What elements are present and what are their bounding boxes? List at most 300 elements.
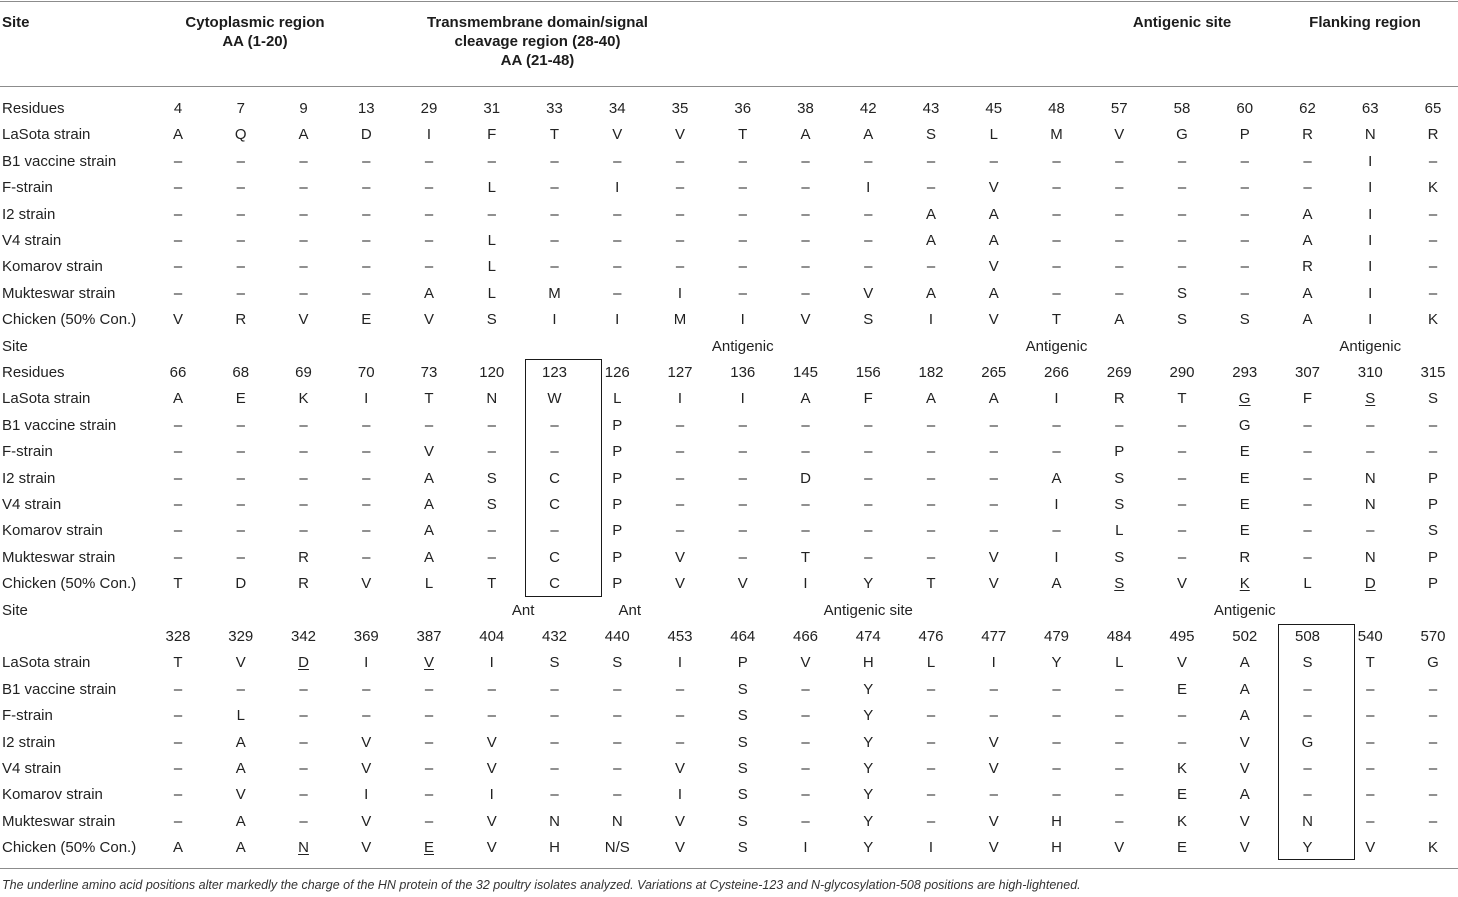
residue-position: 120 bbox=[479, 364, 505, 381]
amino-acid-cell: – bbox=[1115, 258, 1124, 276]
strain-label: Chicken (50% Con.) bbox=[2, 575, 137, 593]
residue-position: 484 bbox=[1106, 628, 1132, 645]
residue-position: 453 bbox=[667, 628, 693, 645]
amino-acid-cell: V bbox=[674, 126, 685, 144]
amino-acid-cell: A bbox=[1051, 469, 1062, 487]
residue-position: 48 bbox=[1048, 100, 1065, 117]
amino-acid-cell: M bbox=[548, 284, 561, 302]
amino-acid-cell: Y bbox=[863, 760, 874, 777]
amino-acid-cell: – bbox=[1303, 152, 1312, 170]
amino-acid-cell: – bbox=[926, 760, 936, 777]
residue-position: 126 bbox=[604, 364, 630, 381]
antigenic-annotation: Antigenic bbox=[1213, 601, 1276, 619]
amino-acid-cell: – bbox=[362, 232, 371, 249]
amino-acid-cell: – bbox=[926, 152, 936, 170]
amino-acid-cell: R bbox=[1302, 258, 1313, 276]
strain-label: I2 strain bbox=[2, 469, 56, 487]
amino-acid-cell: N/S bbox=[604, 839, 630, 857]
amino-acid-cell: – bbox=[738, 443, 747, 461]
amino-acid-cell: – bbox=[926, 469, 936, 487]
amino-acid-cell: – bbox=[1115, 760, 1124, 777]
amino-acid-cell: I bbox=[364, 786, 369, 804]
amino-acid-cell: – bbox=[1052, 680, 1061, 698]
amino-acid-cell: Y bbox=[863, 575, 874, 593]
amino-acid-cell: I bbox=[1368, 284, 1373, 302]
amino-acid-cell: – bbox=[675, 707, 685, 725]
amino-acid-cell: A bbox=[1302, 311, 1313, 329]
amino-acid-cell: P bbox=[612, 548, 623, 566]
amino-acid-cell: T bbox=[1365, 654, 1375, 672]
amino-acid-cell: – bbox=[1177, 179, 1187, 197]
amino-acid-cell: I bbox=[552, 311, 557, 329]
amino-acid-cell: – bbox=[864, 522, 873, 540]
amino-acid-cell: Y bbox=[863, 680, 874, 698]
amino-acid-cell: – bbox=[801, 258, 810, 276]
amino-acid-cell: – bbox=[173, 707, 183, 725]
amino-acid-cell: – bbox=[1177, 496, 1187, 513]
amino-acid-cell: – bbox=[173, 258, 183, 276]
amino-acid-cell: – bbox=[926, 258, 936, 276]
amino-acid-cell: V bbox=[361, 733, 372, 751]
amino-acid-cell: – bbox=[738, 416, 747, 434]
amino-acid-cell: R bbox=[298, 548, 309, 566]
amino-acid-cell: A bbox=[800, 390, 811, 408]
amino-acid-cell: P bbox=[1427, 496, 1438, 513]
amino-acid-cell: V bbox=[423, 443, 434, 461]
amino-acid-cell: – bbox=[299, 416, 308, 434]
amino-acid-cell: – bbox=[173, 232, 183, 249]
amino-acid-cell: – bbox=[173, 496, 183, 513]
amino-acid-cell: V bbox=[800, 311, 811, 329]
amino-acid-cell: – bbox=[1115, 812, 1124, 830]
strain-label: I2 strain bbox=[2, 733, 56, 751]
amino-acid-cell: I bbox=[489, 786, 494, 804]
amino-acid-cell: – bbox=[989, 416, 998, 434]
residue-position: 315 bbox=[1420, 364, 1446, 381]
residue-position: 182 bbox=[918, 364, 944, 381]
amino-acid-cell: – bbox=[801, 232, 810, 249]
amino-acid-cell: V bbox=[737, 575, 748, 593]
amino-acid-cell: – bbox=[299, 205, 308, 223]
amino-acid-cell: – bbox=[236, 548, 245, 566]
amino-acid-cell: – bbox=[675, 179, 685, 197]
amino-acid-cell: – bbox=[1303, 496, 1312, 513]
amino-acid-cell: – bbox=[801, 707, 810, 725]
amino-acid-cell: – bbox=[1428, 232, 1438, 249]
amino-acid-cell: – bbox=[1428, 786, 1438, 804]
amino-acid-cell: C bbox=[549, 496, 560, 513]
amino-acid-cell: – bbox=[424, 680, 434, 698]
amino-acid-cell: L bbox=[926, 654, 936, 672]
amino-acid-cell: K bbox=[298, 390, 309, 408]
amino-acid-cell: – bbox=[550, 707, 559, 725]
amino-acid-cell: A bbox=[925, 205, 936, 223]
amino-acid-cell: A bbox=[172, 839, 183, 857]
amino-acid-cell: – bbox=[362, 179, 371, 197]
amino-acid-cell: – bbox=[1052, 152, 1061, 170]
amino-acid-cell: – bbox=[173, 760, 183, 777]
amino-acid-cell: – bbox=[1052, 416, 1061, 434]
residue-position: 66 bbox=[169, 364, 187, 381]
amino-acid-cell: V bbox=[1176, 654, 1187, 672]
amino-acid-cell: – bbox=[675, 496, 685, 513]
amino-acid-cell: – bbox=[926, 496, 936, 513]
amino-acid-cell: – bbox=[1052, 232, 1061, 249]
amino-acid-cell: – bbox=[550, 786, 559, 804]
amino-acid-cell: V bbox=[486, 733, 497, 751]
amino-acid-cell: A bbox=[1239, 680, 1250, 698]
amino-acid-cell: – bbox=[1177, 548, 1187, 566]
amino-acid-cell: A bbox=[988, 284, 999, 302]
amino-acid-cell: K bbox=[1176, 760, 1187, 777]
amino-acid-cell: – bbox=[801, 284, 810, 302]
amino-acid-cell: V bbox=[674, 575, 685, 593]
amino-acid-cell: – bbox=[424, 205, 434, 223]
amino-acid-cell: I bbox=[1368, 205, 1373, 223]
amino-acid-cell: – bbox=[613, 733, 622, 751]
amino-acid-cell: – bbox=[675, 152, 685, 170]
amino-acid-cell: – bbox=[926, 443, 936, 461]
amino-acid-cell: – bbox=[236, 680, 245, 698]
amino-acid-cell: A bbox=[1302, 284, 1313, 302]
amino-acid-cell: – bbox=[1177, 707, 1187, 725]
amino-acid-cell: – bbox=[299, 786, 308, 804]
amino-acid-cell: – bbox=[1177, 733, 1187, 751]
amino-acid-cell: – bbox=[1366, 707, 1375, 725]
amino-acid-cell: – bbox=[424, 416, 434, 434]
amino-acid-cell: C bbox=[549, 548, 560, 566]
amino-acid-cell: A bbox=[988, 205, 999, 223]
amino-acid-cell: – bbox=[738, 258, 747, 276]
amino-acid-cell: – bbox=[362, 469, 371, 487]
amino-acid-cell: I bbox=[677, 390, 683, 408]
residue-position: 474 bbox=[855, 628, 881, 645]
amino-acid-cell: – bbox=[550, 522, 559, 540]
amino-acid-cell: I bbox=[1054, 548, 1059, 566]
amino-acid-cell: C bbox=[549, 575, 560, 593]
amino-acid-cell: H bbox=[862, 654, 874, 672]
amino-acid-cell: – bbox=[1115, 707, 1124, 725]
amino-acid-cell: N bbox=[549, 812, 560, 830]
amino-acid-cell: – bbox=[236, 443, 245, 461]
amino-acid-cell: – bbox=[173, 469, 183, 487]
amino-acid-cell: K bbox=[1427, 311, 1438, 329]
amino-acid-cell: – bbox=[173, 179, 183, 197]
amino-acid-cell: – bbox=[424, 733, 434, 751]
amino-acid-cell: – bbox=[299, 680, 308, 698]
amino-acid-cell: A bbox=[235, 839, 246, 857]
amino-acid-cell: L bbox=[424, 575, 434, 593]
amino-acid-cell: – bbox=[989, 443, 998, 461]
amino-acid-cell: – bbox=[173, 443, 183, 461]
residue-position: 31 bbox=[483, 100, 501, 117]
amino-acid-cell: N bbox=[1302, 812, 1313, 830]
amino-acid-cell: – bbox=[1366, 522, 1375, 540]
amino-acid-cell: S bbox=[1176, 284, 1187, 302]
amino-acid-cell: V bbox=[423, 311, 434, 329]
amino-acid-cell: T bbox=[487, 575, 497, 593]
amino-acid-cell: P bbox=[1427, 469, 1438, 487]
amino-acid-cell: R bbox=[1427, 126, 1439, 144]
residue-position: 127 bbox=[667, 364, 693, 381]
amino-acid-cell: P bbox=[612, 416, 623, 434]
residue-position: 293 bbox=[1232, 364, 1258, 381]
amino-acid-cell: S bbox=[612, 654, 623, 672]
amino-acid-cell: – bbox=[236, 416, 245, 434]
amino-acid-cell: – bbox=[613, 258, 622, 276]
residue-position: 68 bbox=[232, 364, 250, 381]
amino-acid-cell: H bbox=[549, 839, 560, 857]
amino-acid-cell: – bbox=[550, 205, 559, 223]
header-site: Site bbox=[2, 14, 30, 31]
amino-acid-cell: – bbox=[738, 469, 747, 487]
amino-acid-cell: I bbox=[1368, 179, 1373, 197]
amino-acid-cell: – bbox=[1303, 443, 1312, 461]
amino-acid-cell: – bbox=[424, 760, 434, 777]
amino-acid-cell: – bbox=[173, 522, 183, 540]
amino-acid-cell: – bbox=[1240, 152, 1249, 170]
amino-acid-cell: – bbox=[738, 496, 747, 513]
strain-label: F-strain bbox=[2, 179, 53, 197]
amino-acid-cell: – bbox=[738, 284, 747, 302]
strain-label: B1 vaccine strain bbox=[2, 416, 117, 434]
amino-acid-cell: – bbox=[173, 786, 183, 804]
amino-acid-cell: – bbox=[1177, 205, 1187, 223]
amino-acid-cell: – bbox=[801, 179, 810, 197]
amino-acid-cell: A bbox=[298, 126, 309, 144]
amino-acid-cell: C bbox=[549, 469, 560, 487]
amino-acid-cell: – bbox=[1052, 205, 1061, 223]
amino-acid-cell: L bbox=[1115, 522, 1124, 540]
residue-position: 310 bbox=[1357, 364, 1383, 381]
amino-acid-cell: – bbox=[738, 548, 747, 566]
amino-acid-cell: V bbox=[1365, 839, 1376, 857]
residue-position: 34 bbox=[608, 100, 626, 117]
amino-acid-cell: – bbox=[487, 205, 496, 223]
amino-acid-cell: S bbox=[737, 707, 748, 725]
amino-acid-cell: T bbox=[800, 548, 811, 566]
amino-acid-cell: – bbox=[550, 416, 559, 434]
amino-acid-cell: V bbox=[674, 760, 685, 777]
amino-acid-cell: D bbox=[235, 575, 247, 593]
amino-acid-cell: A bbox=[423, 522, 434, 540]
amino-acid-cell: T bbox=[926, 575, 936, 593]
amino-acid-cell: – bbox=[675, 469, 685, 487]
amino-acid-cell: E bbox=[1176, 786, 1187, 804]
amino-acid-cell: A bbox=[1239, 786, 1250, 804]
amino-acid-cell: A bbox=[1114, 311, 1125, 329]
amino-acid-cell: – bbox=[864, 258, 873, 276]
residue-position: 307 bbox=[1294, 364, 1321, 381]
amino-acid-cell: I bbox=[803, 575, 808, 593]
residue-position: 70 bbox=[357, 364, 375, 381]
amino-acid-cell: – bbox=[1115, 733, 1124, 751]
amino-acid-cell: – bbox=[1303, 469, 1312, 487]
amino-acid-cell: N bbox=[1364, 126, 1376, 144]
amino-acid-cell: – bbox=[1428, 284, 1438, 302]
residue-position: 29 bbox=[420, 100, 438, 117]
glycosylation-508-highlight-box bbox=[1278, 624, 1355, 860]
amino-acid-cell: – bbox=[1428, 416, 1438, 434]
amino-acid-cell: V bbox=[863, 284, 874, 302]
amino-acid-cell: – bbox=[173, 205, 183, 223]
amino-acid-cell: S bbox=[737, 733, 748, 751]
amino-acid-cell: V bbox=[988, 179, 999, 197]
amino-acid-cell: – bbox=[1052, 707, 1061, 725]
residue-position: 57 bbox=[1110, 100, 1128, 117]
amino-acid-cell: – bbox=[362, 416, 371, 434]
header-cytoplasmic-region: Cytoplasmic region AA (1-20) bbox=[185, 14, 325, 50]
amino-acid-cell: – bbox=[1240, 284, 1249, 302]
amino-acid-cell: – bbox=[487, 707, 496, 725]
amino-acid-cell: – bbox=[675, 232, 685, 249]
amino-acid-cell: – bbox=[1303, 548, 1312, 566]
amino-acid-cell: – bbox=[1303, 680, 1312, 698]
amino-acid-cell: Y bbox=[863, 707, 874, 725]
strain-label: V4 strain bbox=[2, 760, 62, 777]
amino-acid-cell: A bbox=[423, 548, 434, 566]
amino-acid-cell: – bbox=[801, 680, 810, 698]
amino-acid-cell: – bbox=[989, 496, 998, 513]
residue-position: 479 bbox=[1043, 628, 1070, 645]
amino-acid-cell: A bbox=[1302, 232, 1313, 249]
amino-acid-cell: – bbox=[1052, 284, 1061, 302]
amino-acid-cell: – bbox=[550, 760, 559, 777]
amino-acid-cell: I bbox=[928, 311, 934, 329]
amino-acid-cell: R bbox=[1113, 390, 1125, 408]
residue-position: 13 bbox=[357, 100, 375, 117]
amino-acid-cell: V bbox=[988, 258, 999, 276]
amino-acid-cell: – bbox=[550, 179, 559, 197]
amino-acid-cell: – bbox=[362, 258, 371, 276]
amino-acid-cell: Q bbox=[234, 126, 247, 144]
amino-acid-cell: V bbox=[361, 575, 372, 593]
amino-acid-cell: – bbox=[1428, 205, 1438, 223]
amino-acid-cell: N bbox=[298, 839, 309, 857]
residue-position: 477 bbox=[981, 628, 1007, 645]
residue-position: 9 bbox=[299, 100, 308, 117]
amino-acid-cell: – bbox=[989, 152, 998, 170]
amino-acid-cell: – bbox=[173, 812, 183, 830]
amino-acid-cell: – bbox=[299, 707, 308, 725]
amino-acid-cell: T bbox=[173, 575, 183, 593]
amino-acid-cell: R bbox=[1239, 548, 1251, 566]
amino-acid-cell: – bbox=[1177, 258, 1187, 276]
amino-acid-cell: – bbox=[801, 152, 810, 170]
amino-acid-cell: A bbox=[423, 496, 434, 513]
amino-acid-cell: – bbox=[613, 786, 622, 804]
strain-label: Mukteswar strain bbox=[2, 548, 116, 566]
residue-position: 45 bbox=[985, 100, 1003, 117]
amino-acid-cell: – bbox=[1052, 786, 1061, 804]
amino-acid-cell: – bbox=[1428, 258, 1438, 276]
amino-acid-cell: G bbox=[1427, 654, 1439, 672]
amino-acid-cell: T bbox=[738, 126, 748, 144]
amino-acid-cell: S bbox=[1302, 654, 1313, 672]
amino-acid-cell: – bbox=[613, 707, 622, 725]
residue-position: 290 bbox=[1169, 364, 1195, 381]
amino-acid-cell: L bbox=[487, 258, 496, 276]
amino-acid-cell: – bbox=[362, 284, 371, 302]
amino-acid-cell: – bbox=[487, 548, 496, 566]
amino-acid-cell: N bbox=[1364, 469, 1376, 487]
amino-acid-cell: – bbox=[613, 680, 622, 698]
amino-acid-cell: – bbox=[1115, 205, 1124, 223]
residue-position: 33 bbox=[546, 100, 563, 117]
amino-acid-cell: V bbox=[1239, 839, 1250, 857]
amino-acid-cell: F bbox=[1302, 390, 1313, 408]
residue-position: 136 bbox=[730, 364, 756, 381]
amino-acid-cell: G bbox=[1238, 390, 1251, 408]
amino-acid-cell: V bbox=[486, 839, 497, 857]
residue-position: 502 bbox=[1232, 628, 1258, 645]
residue-position: 570 bbox=[1420, 628, 1446, 645]
amino-acid-cell: – bbox=[236, 469, 245, 487]
amino-acid-cell: V bbox=[361, 760, 372, 777]
amino-acid-cell: Y bbox=[1302, 839, 1313, 857]
strain-label: Chicken (50% Con.) bbox=[2, 311, 137, 329]
residue-position: 265 bbox=[981, 364, 1007, 381]
amino-acid-cell: – bbox=[801, 205, 810, 223]
amino-acid-cell: – bbox=[1052, 179, 1061, 197]
amino-acid-cell: N bbox=[486, 390, 498, 408]
amino-acid-cell: V bbox=[988, 812, 999, 830]
amino-acid-cell: S bbox=[1176, 311, 1187, 329]
amino-acid-cell: S bbox=[1427, 390, 1438, 408]
amino-acid-cell: – bbox=[864, 496, 873, 513]
residue-position: 38 bbox=[797, 100, 814, 117]
amino-acid-cell: G bbox=[1301, 733, 1314, 751]
amino-acid-cell: I bbox=[1054, 390, 1059, 408]
residue-position: 35 bbox=[671, 100, 689, 117]
amino-acid-cell: – bbox=[1052, 760, 1061, 777]
strain-label: B1 vaccine strain bbox=[2, 680, 117, 698]
amino-acid-cell: I bbox=[677, 654, 683, 672]
header-antigenic-site: Antigenic site bbox=[1132, 14, 1232, 31]
strain-label: Chicken (50% Con.) bbox=[2, 839, 137, 857]
amino-acid-cell: – bbox=[738, 522, 747, 540]
amino-acid-cell: S bbox=[486, 496, 497, 513]
amino-acid-cell: D bbox=[360, 126, 372, 144]
amino-acid-cell: – bbox=[1428, 760, 1438, 777]
amino-acid-cell: P bbox=[612, 575, 623, 593]
amino-acid-cell: – bbox=[1303, 522, 1312, 540]
residue-position: 440 bbox=[604, 628, 630, 645]
amino-acid-cell: F bbox=[863, 390, 873, 408]
amino-acid-cell: T bbox=[1051, 311, 1062, 329]
amino-acid-cell: – bbox=[362, 152, 371, 170]
amino-acid-cell: – bbox=[424, 179, 434, 197]
amino-acid-cell: S bbox=[486, 311, 497, 329]
amino-acid-cell: I bbox=[426, 126, 432, 144]
amino-acid-cell: A bbox=[423, 284, 434, 302]
residue-position: 266 bbox=[1043, 364, 1070, 381]
amino-acid-cell: – bbox=[173, 152, 183, 170]
amino-acid-cell: – bbox=[1303, 707, 1312, 725]
amino-acid-cell: – bbox=[926, 812, 936, 830]
residue-position: 387 bbox=[416, 628, 442, 645]
antigenic-annotation: Antigenic bbox=[711, 337, 774, 355]
amino-acid-cell: E bbox=[235, 390, 246, 408]
site-label: Site bbox=[2, 337, 28, 355]
amino-acid-cell: P bbox=[1427, 575, 1438, 593]
strain-label: LaSota strain bbox=[2, 126, 91, 144]
amino-acid-cell: – bbox=[1115, 416, 1124, 434]
amino-acid-cell: – bbox=[1177, 152, 1187, 170]
amino-acid-cell: I bbox=[740, 311, 745, 329]
amino-acid-cell: – bbox=[424, 258, 434, 276]
amino-acid-cell: S bbox=[486, 469, 497, 487]
